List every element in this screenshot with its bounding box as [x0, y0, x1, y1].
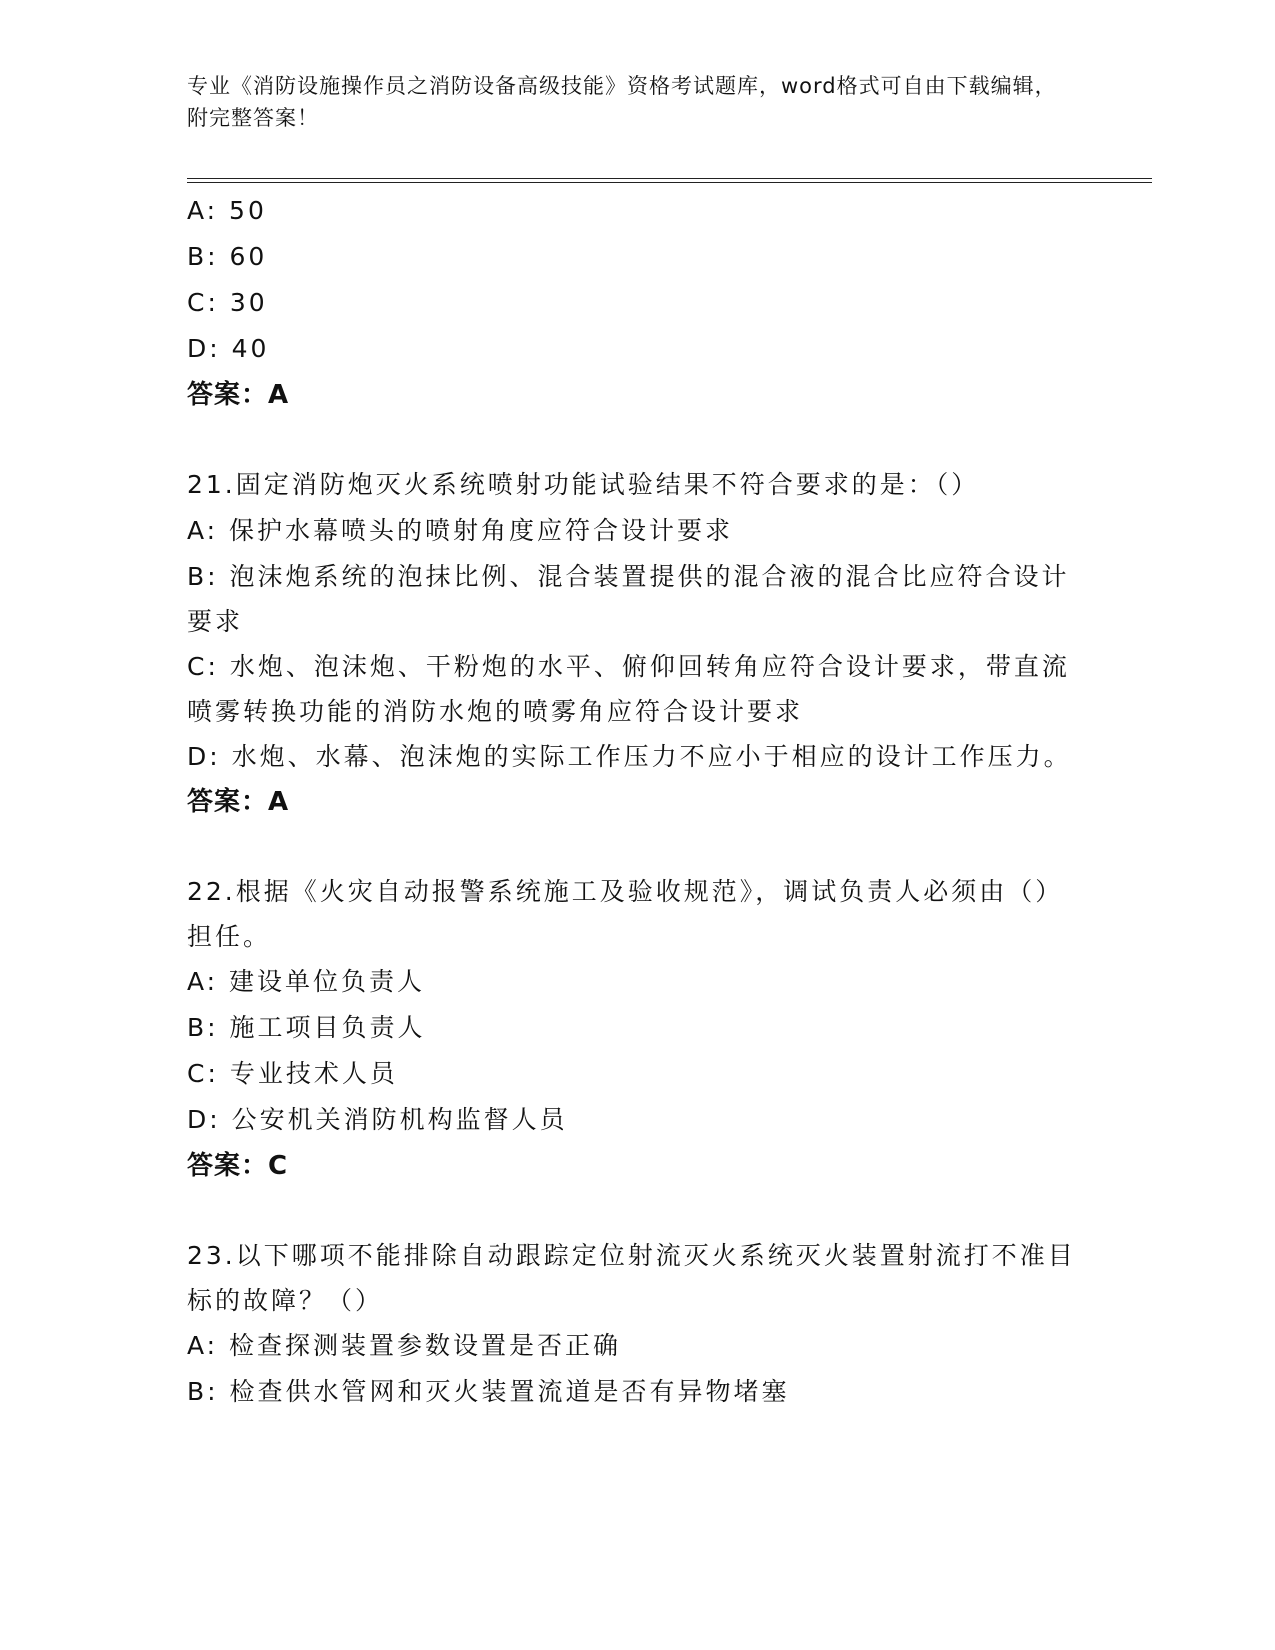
answer: 答案：A	[187, 380, 290, 410]
option-a: A: 建设单位负责人	[187, 967, 426, 996]
prev-question	[187, 188, 1087, 418]
question-stem: 23.以下哪项不能排除自动跟踪定位射流灭火系统灭火装置射流打不准目标的故障？（）	[187, 1241, 1076, 1315]
header-rule-top	[187, 178, 1152, 179]
document-header: 专业《消防设施操作员之消防设备高级技能》资格考试题库，word格式可自由下载编辑，附完整答案！	[187, 74, 1057, 130]
option-a: A: 50	[187, 196, 267, 225]
option-a: A: 检查探测装置参数设置是否正确	[187, 1331, 622, 1360]
header-rule-bottom	[187, 182, 1152, 183]
option-b: B: 泡沫炮系统的泡抹比例、混合装置提供的混合液的混合比应符合设计要求	[187, 562, 1070, 636]
option-d: D: 水炮、水幕、泡沫炮的实际工作压力不应小于相应的设计工作压力。	[187, 742, 1072, 771]
option-c: C: 专业技术人员	[187, 1059, 398, 1088]
answer: 答案：C	[187, 1151, 289, 1181]
option-d: D: 40	[187, 334, 270, 363]
question-stem: 22.根据《火灾自动报警系统施工及验收规范》，调试负责人必须由（）担任。	[187, 877, 1064, 951]
option-b: B: 60	[187, 242, 268, 271]
question-21	[187, 462, 1087, 825]
answer: 答案：A	[187, 787, 290, 817]
question-23	[187, 1233, 1087, 1415]
question-stem: 21.固定消防炮灭火系统喷射功能试验结果不符合要求的是：（）	[187, 470, 980, 499]
option-a: A: 保护水幕喷头的喷射角度应符合设计要求	[187, 516, 734, 545]
question-22	[187, 869, 1087, 1189]
option-d: D: 公安机关消防机构监督人员	[187, 1105, 568, 1134]
document-body	[187, 188, 1087, 1415]
option-c: C: 30	[187, 288, 268, 317]
option-b: B: 施工项目负责人	[187, 1013, 426, 1042]
option-c: C: 水炮、泡沫炮、干粉炮的水平、俯仰回转角应符合设计要求，带直流喷雾转换功能的消防水炮的喷雾角应符合设计要求	[187, 652, 1070, 726]
option-b: B: 检查供水管网和灭火装置流道是否有异物堵塞	[187, 1377, 790, 1406]
